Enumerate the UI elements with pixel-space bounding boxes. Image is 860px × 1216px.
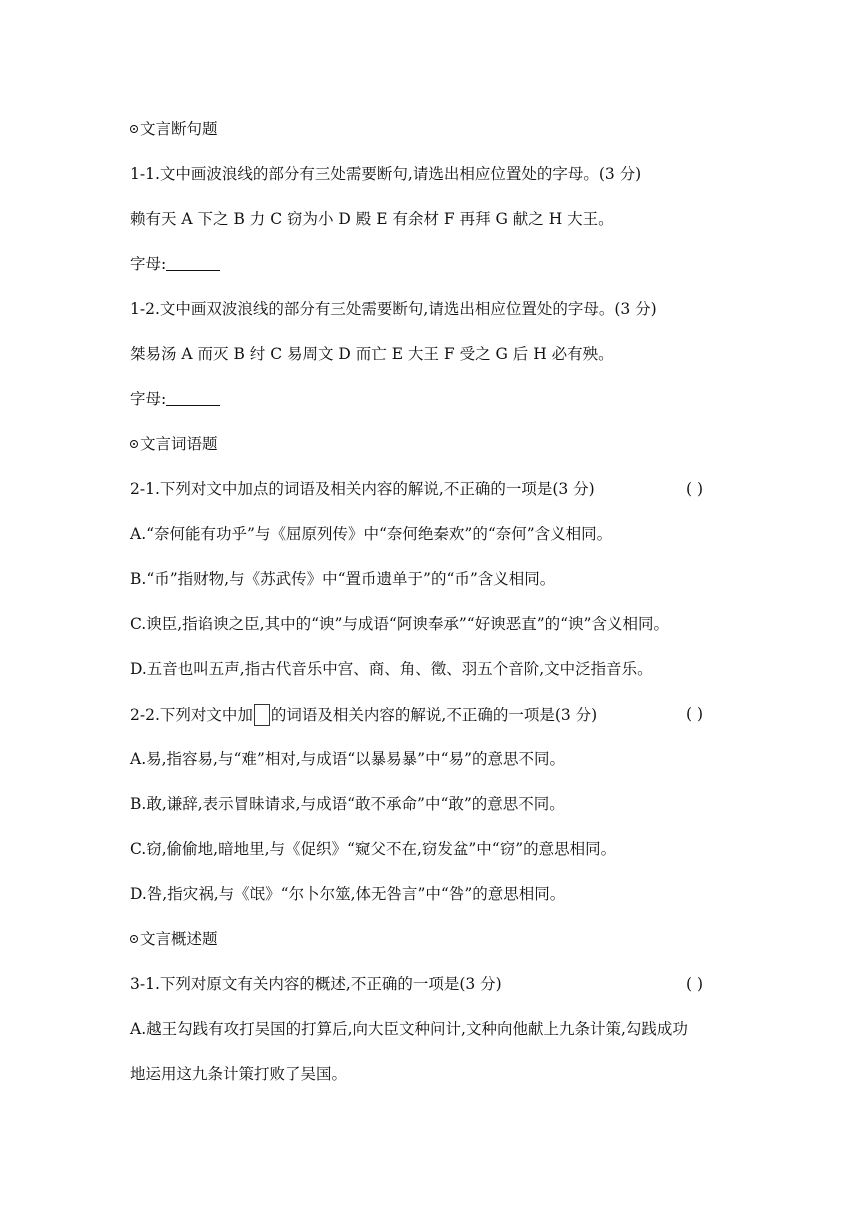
option-2-1-a: A.“奈何能有功乎”与《屈原列传》中“奈何绝秦欢”的“奈何”含义相同。 (130, 525, 613, 543)
section-heading-vocabulary: 文言词语题 (130, 434, 218, 454)
bullet-icon (130, 935, 138, 943)
answer-paren-2-2[interactable]: ( ) (686, 705, 704, 723)
marker-box (254, 704, 270, 726)
option-3-1-a-line-1: A.越王勾践有攻打吴国的打算后,向大臣文种问计,文种向他献上九条计策,勾践成功 (130, 1020, 688, 1038)
answer-blank[interactable] (166, 391, 220, 406)
question-1-2: 1-2.文中画双波浪线的部分有三处需要断句,请选出相应位置处的字母。(3 分) (130, 300, 657, 318)
option-2-2-b: B.敢,谦辞,表示冒昧请求,与成语“敢不承命”中“敢”的意思不同。 (130, 795, 565, 813)
answer-blank[interactable] (166, 256, 220, 271)
question-1-1: 1-1.文中画波浪线的部分有三处需要断句,请选出相应位置处的字母。(3 分) (130, 165, 642, 183)
option-3-1-a-line-2: 地运用这九条计策打败了吴国。 (130, 1065, 348, 1083)
question-2-1: 2-1.下列对文中加点的词语及相关内容的解说,不正确的一项是(3 分) (130, 480, 595, 498)
answer-paren-2-1[interactable]: ( ) (686, 480, 704, 498)
bullet-icon (130, 440, 138, 448)
option-2-2-d: D.咎,指灾祸,与《氓》“尔卜尔筮,体无咎言”中“咎”的意思相同。 (130, 885, 566, 903)
option-2-1-b: B.“币”指财物,与《苏武传》中“置币遗单于”的“币”含义相同。 (130, 570, 556, 588)
answer-label: 字母: (130, 390, 167, 408)
question-1-1-text: 赖有天 A 下之 B 力 C 窃为小 D 殿 E 有余材 F 再拜 G 献之 H 大王。 (130, 210, 614, 228)
answer-label: 字母: (130, 255, 167, 273)
question-3-1: 3-1.下列对原文有关内容的概述,不正确的一项是(3 分) (130, 975, 502, 993)
option-2-2-c: C.窃,偷偷地,暗地里,与《促织》“窥父不在,窃发盆”中“窃”的意思相同。 (130, 840, 617, 858)
section-heading-sentence-break: 文言断句题 (130, 119, 218, 139)
option-2-1-d: D.五音也叫五声,指古代音乐中宫、商、角、徵、羽五个音阶,文中泛指音乐。 (130, 660, 653, 678)
option-2-2-a: A.易,指容易,与“难”相对,与成语“以暴易暴”中“易”的意思不同。 (130, 750, 565, 768)
question-1-2-text: 桀易汤 A 而灭 B 纣 C 易周文 D 而亡 E 大王 F 受之 G 后 H 必有殃。 (130, 345, 614, 363)
question-2-2: 2-2.下列对文中加 的词语及相关内容的解说,不正确的一项是(3 分) (130, 706, 598, 724)
answer-line-1-2 (130, 389, 220, 409)
answer-line-1-1 (130, 254, 220, 274)
option-2-1-c: C.谀臣,指谄谀之臣,其中的“谀”与成语“阿谀奉承”“好谀恶直”的“谀”含义相同。 (130, 615, 669, 633)
answer-paren-3-1[interactable]: ( ) (686, 975, 704, 993)
section-heading-summary: 文言概述题 (130, 929, 218, 949)
bullet-icon (130, 125, 138, 133)
